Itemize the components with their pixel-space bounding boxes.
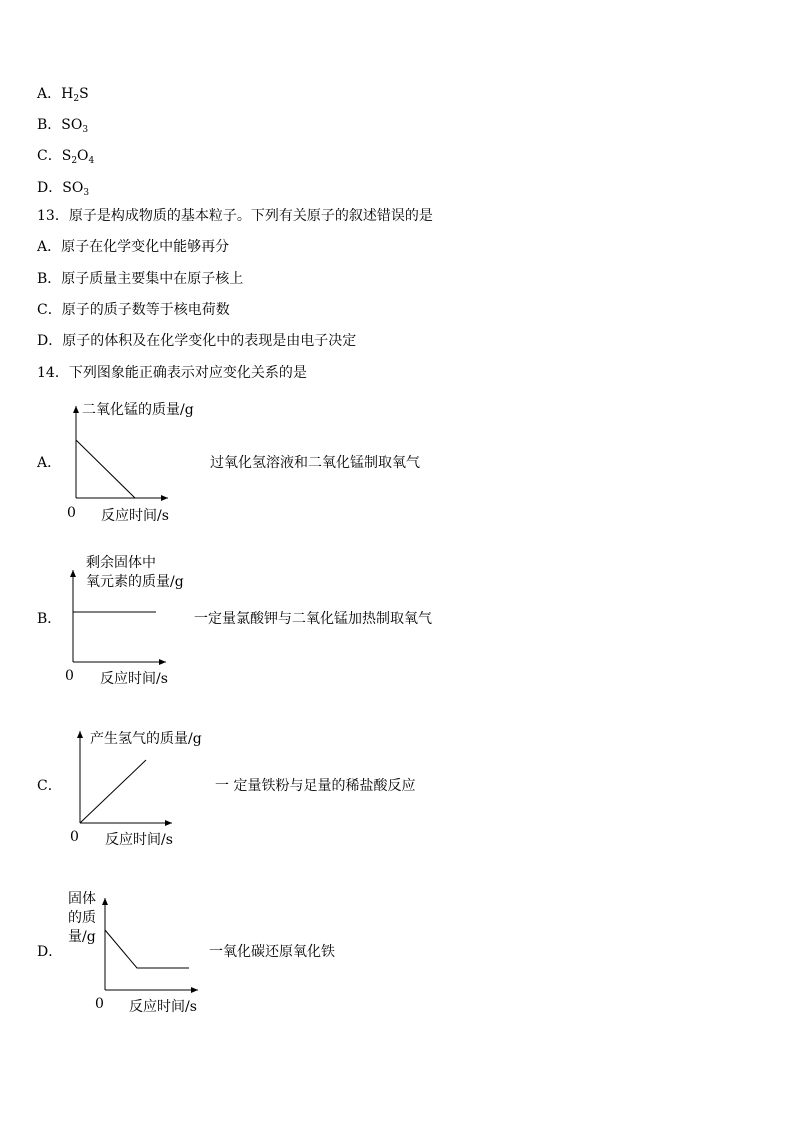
graph-b-ylabel-line1: 剩余固体中 bbox=[86, 555, 156, 571]
option-letter: C． bbox=[37, 148, 62, 164]
formula-text: SO bbox=[62, 180, 84, 196]
graph-b-origin: 0 bbox=[65, 668, 74, 684]
graph-b-description: 一定量氯酸钾与二氧化锰加热制取氧气 bbox=[194, 611, 432, 627]
q13-option-c: C．原子的质子数等于核电荷数 bbox=[37, 302, 230, 318]
formula-text: H bbox=[61, 86, 74, 102]
graph-d-description: 一氧化碳还原氧化铁 bbox=[209, 944, 335, 960]
q13-stem: 13．原子是构成物质的基本粒子。下列有关原子的叙述错误的是 bbox=[37, 208, 433, 224]
q13-option-a: A．原子在化学变化中能够再分 bbox=[37, 239, 230, 255]
formula-text: O bbox=[77, 148, 89, 164]
graph-c-ylabel: 产生氢气的质量/g bbox=[90, 731, 202, 747]
formula-subscript: 4 bbox=[88, 156, 95, 166]
graph-d-ylabel-line1: 固体 bbox=[68, 891, 96, 907]
q13-option-b: B．原子质量主要集中在原子核上 bbox=[37, 271, 244, 287]
option-letter: A． bbox=[37, 86, 62, 102]
graph-a-xlabel: 反应时间/s bbox=[101, 508, 169, 524]
graph-d-ylabel-line3: 量/g bbox=[68, 929, 96, 945]
formula-text: SO bbox=[61, 117, 83, 133]
graph-c-origin: 0 bbox=[70, 829, 79, 845]
graph-c-curve bbox=[80, 760, 146, 823]
graph-a-origin: 0 bbox=[67, 505, 76, 521]
graph-c-description: 一 定量铁粉与足量的稀盐酸反应 bbox=[215, 778, 416, 794]
formula-text: S bbox=[79, 86, 89, 102]
graph-a-description: 过氧化氢溶液和二氧化锰制取氧气 bbox=[210, 455, 420, 471]
graph-c-xlabel: 反应时间/s bbox=[105, 832, 173, 848]
option-letter: D． bbox=[37, 180, 63, 196]
graph-b-ylabel-line2: 氧元素的质量/g bbox=[86, 574, 184, 590]
option-letter: B． bbox=[37, 117, 62, 133]
graph-d-ylabel-line2: 的质 bbox=[68, 910, 96, 926]
graph-d-letter: D． bbox=[37, 944, 63, 960]
graph-d-curve bbox=[105, 930, 189, 968]
graph-a-ylabel: 二氧化锰的质量/g bbox=[82, 402, 194, 418]
graph-d-origin: 0 bbox=[95, 996, 104, 1012]
formula-subscript: 2 bbox=[71, 156, 78, 166]
formula-subscript: 2 bbox=[73, 94, 80, 104]
formula-subscript: 3 bbox=[83, 188, 90, 198]
q13-option-d: D．原子的体积及在化学变化中的表现是由电子决定 bbox=[37, 333, 357, 349]
graph-b-xlabel: 反应时间/s bbox=[100, 671, 168, 687]
formula-subscript: 3 bbox=[82, 125, 89, 135]
graph-a-curve bbox=[76, 440, 135, 498]
graph-d-xlabel: 反应时间/s bbox=[129, 999, 197, 1015]
q14-stem: 14．下列图象能正确表示对应变化关系的是 bbox=[37, 365, 307, 381]
graph-b-letter: B． bbox=[37, 611, 62, 627]
formula-text: S bbox=[61, 148, 72, 164]
graph-a-letter: A． bbox=[37, 455, 62, 471]
graph-c-letter: C． bbox=[37, 778, 62, 794]
